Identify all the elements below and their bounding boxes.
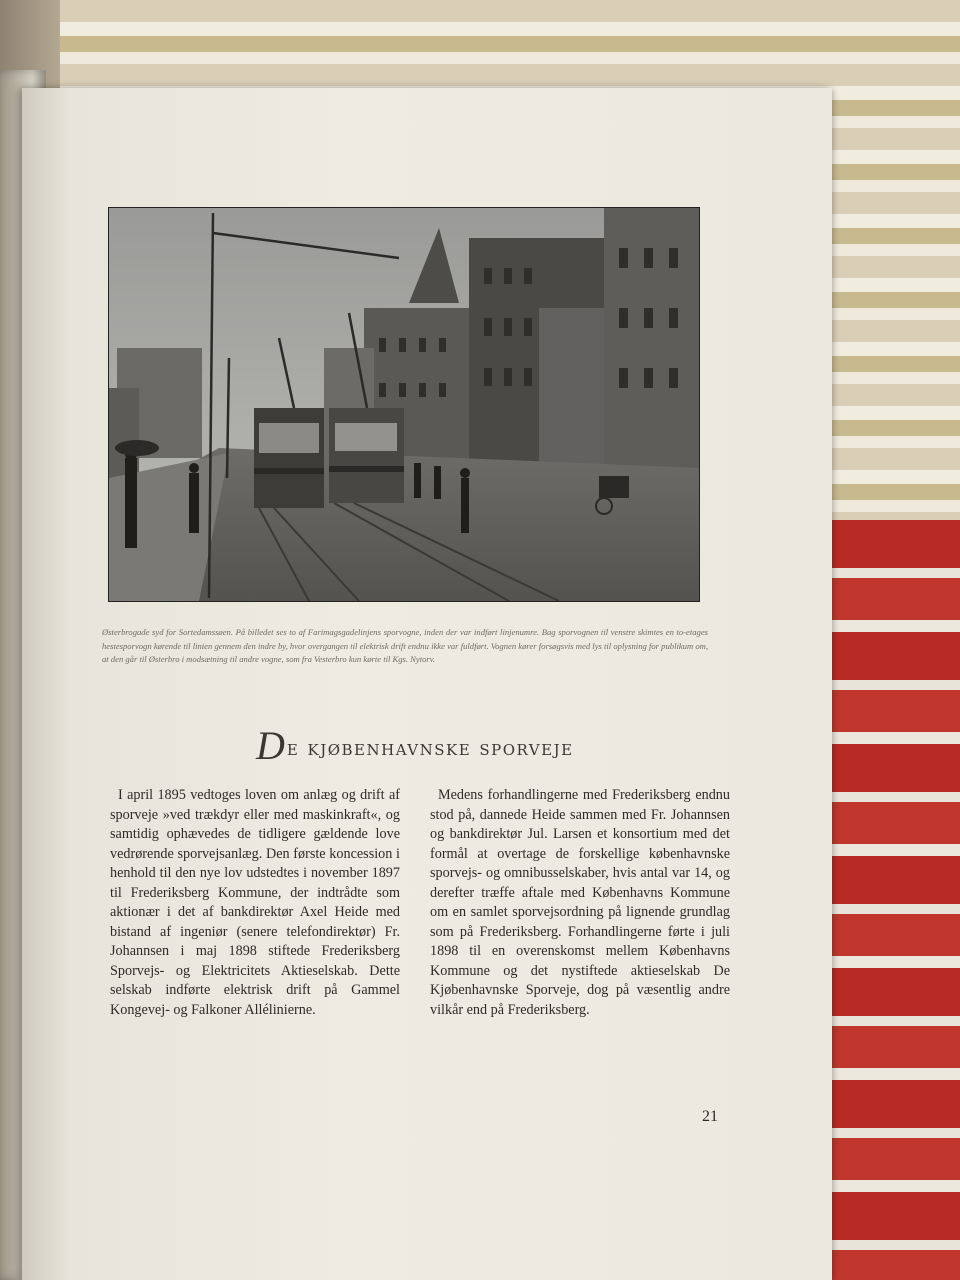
tram-street-photo <box>108 207 700 602</box>
heading-initial: D <box>256 723 285 768</box>
body-column-left <box>110 786 400 1020</box>
article-heading <box>256 722 676 769</box>
body-column-right <box>430 786 730 1020</box>
body-paragraph-right: Medens forhandlingerne med Frederiksberg endnu stod på, dannede Heide sammen med Fr. Johannsen og bankdirektør Jul. Larsen et konsortium med det formål at overtage de forskellige københavnske sporvejs- og omnibusselskaber, hvis antal var 14, og derefter træffe aftale med Københavns Kommune om en samlet sporvejsordning på lignende grundlag som på Frederiksberg. Forhandlingerne førte i juli 1898 til en overenskomst mellem Københavns Kommune og det nystiftede aktieselskab De Kjøbenhavnske Sporveje, dog på væsentlig andre vilkår end på Frederiksberg. <box>430 787 730 1018</box>
body-paragraph-left: I april 1895 vedtoges loven om anlæg og drift af sporveje »ved trækdyr eller med maskinkraft«, og samtidig ophævedes de tidligere gældende love vedrørende sporvejsanlæg. Den første koncession i henhold til den nye lov udstedtes i november 1897 til Frederiksberg Kommune, der indtrådte som aktionær i det af bankdirektør Axel Heide med bistand af ingeniør (senere telefondirektør) Fr. Johannsen i maj 1898 stiftede Frederiksberg Sporvejs- og Elektricitets Aktieselskab. Dette selskab indførte elektrisk drift på Gammel Kongevej- og Falkoner Allélinierne. <box>110 787 400 1018</box>
photo-caption: Østerbrogade syd for Sortedamssøen. På billedet ses to af Farimagsgadelinjens sporvogne, inden der var indført linjenumre. Bag sporvognen til venstre skimtes en to-etages hestesporvogn kørende til linien gennem den indre by, hvor overgangen til elektrisk drift endnu ikke var fuldført. Vognen kører forsøgsvis med lys til oplysning for publikum om, at den går til Østerbro i modsætning til andre vogne, som fra Vesterbro kun kørte til Kgs. Nytorv. <box>102 627 708 665</box>
heading-text: e kjøbenhavnske sporveje <box>286 736 574 760</box>
photo-illustration <box>109 208 699 601</box>
page-number: 21 <box>702 1108 718 1125</box>
tablecloth-red-stripes <box>820 520 960 1280</box>
